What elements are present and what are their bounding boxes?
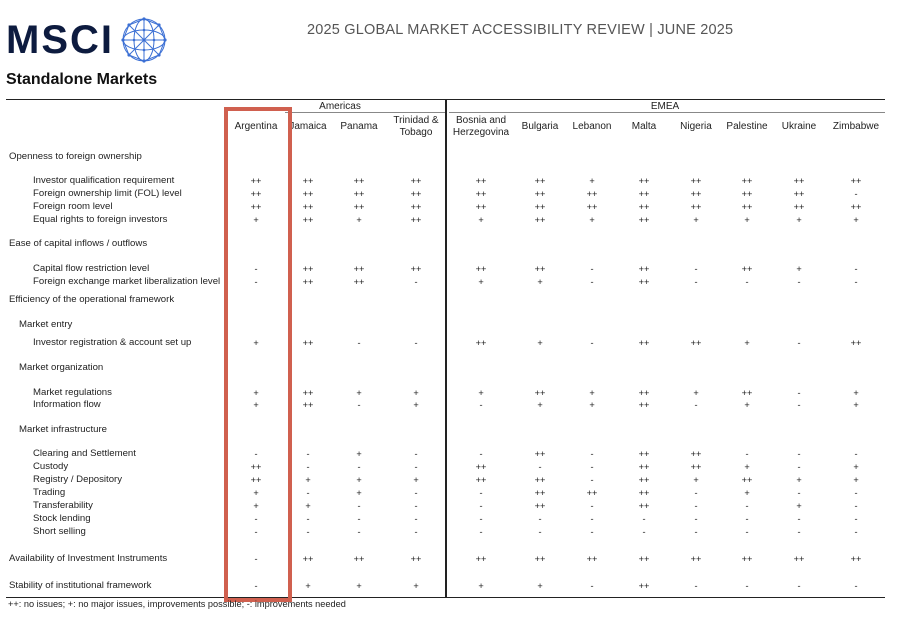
table-cell: - [479, 501, 483, 511]
table-cell: ++ [638, 475, 650, 485]
table-cell: - [854, 581, 858, 591]
table-cell: + [356, 581, 362, 591]
table-cell: ++ [475, 189, 487, 199]
table-cell: ++ [850, 202, 862, 212]
table-cell: - [590, 581, 594, 591]
table-cell: - [694, 400, 698, 410]
table-cell: ++ [250, 202, 262, 212]
row-label-item: Capital flow restriction level [33, 263, 150, 274]
table-cell: - [590, 462, 594, 472]
table-cell: ++ [302, 264, 314, 274]
table-cell: + [796, 264, 802, 274]
table-cell: - [745, 514, 749, 524]
column-header-bosnia-and-herzegovina: Bosnia and Herzegovina [452, 115, 510, 138]
table-cell: + [693, 215, 699, 225]
table-cell: ++ [410, 554, 422, 564]
table-cell: ++ [638, 462, 650, 472]
legend-footnote: ++: no issues; +: no major issues, improvements possible; -: improvements needed [8, 599, 346, 609]
table-cell: ++ [475, 176, 487, 186]
table-cell: + [796, 475, 802, 485]
table-cell: ++ [353, 202, 365, 212]
row-label-item: Market regulations [33, 387, 112, 398]
table-cell: - [745, 527, 749, 537]
table-cell: ++ [690, 189, 702, 199]
table-cell: + [589, 400, 595, 410]
table-cell: - [590, 475, 594, 485]
table-cell: ++ [250, 189, 262, 199]
table-cell: - [797, 449, 801, 459]
table-cell: - [854, 189, 858, 199]
table-cell: ++ [534, 475, 546, 485]
table-cell: - [306, 449, 310, 459]
row-label-item: Trading [33, 487, 66, 498]
table-cell: - [479, 488, 483, 498]
table-cell: + [253, 400, 259, 410]
table-cell: - [414, 514, 418, 524]
table-cell: ++ [410, 264, 422, 274]
table-cell: ++ [690, 202, 702, 212]
table-cell: - [414, 462, 418, 472]
table-cell: - [590, 264, 594, 274]
table-cell: - [254, 264, 258, 274]
region-americas: Americas [319, 101, 361, 112]
column-header-ukraine: Ukraine [781, 121, 817, 132]
table-cell: - [590, 514, 594, 524]
table-cell: + [744, 338, 750, 348]
column-header-trinidad-tobago: Trinidad & Tobago [393, 115, 439, 138]
table-cell: ++ [638, 488, 650, 498]
table-cell: ++ [690, 554, 702, 564]
table-cell: ++ [534, 264, 546, 274]
row-label-subsection: Market entry [19, 319, 73, 330]
table-cell: + [744, 462, 750, 472]
column-header-bulgaria: Bulgaria [521, 121, 559, 132]
table-cell: ++ [250, 475, 262, 485]
table-cell: - [538, 527, 542, 537]
table-cell: ++ [302, 400, 314, 410]
table-cell: ++ [534, 554, 546, 564]
table-cell: - [797, 488, 801, 498]
table-cell: ++ [690, 449, 702, 459]
table-cell: + [853, 462, 859, 472]
table-cell: ++ [353, 176, 365, 186]
table-cell: ++ [302, 215, 314, 225]
table-cell: ++ [353, 189, 365, 199]
table-cell: + [853, 475, 859, 485]
table-cell: ++ [793, 176, 805, 186]
region-rule-emea [449, 112, 885, 113]
table-cell: + [305, 501, 311, 511]
table-cell: ++ [302, 189, 314, 199]
table-cell: ++ [638, 388, 650, 398]
table-cell: + [305, 475, 311, 485]
table-cell: + [537, 277, 543, 287]
table-cell: ++ [638, 338, 650, 348]
table-cell: - [254, 514, 258, 524]
table-cell: ++ [690, 176, 702, 186]
table-cell: - [357, 501, 361, 511]
table-cell: - [694, 488, 698, 498]
table-cell: ++ [410, 202, 422, 212]
table-cell: ++ [534, 176, 546, 186]
column-header-jamaica: Jamaica [289, 121, 327, 132]
table-cell: ++ [302, 202, 314, 212]
table-cell: - [254, 527, 258, 537]
row-label-item: Clearing and Settlement [33, 448, 136, 459]
table-cell: - [745, 581, 749, 591]
table-cell: + [413, 475, 419, 485]
table-cell: ++ [638, 202, 650, 212]
table-cell: ++ [638, 581, 650, 591]
column-header-panama: Panama [340, 121, 378, 132]
table-cell: + [796, 501, 802, 511]
table-cell: + [744, 488, 750, 498]
table-cell: ++ [534, 501, 546, 511]
table-cell: - [254, 449, 258, 459]
column-header-argentina: Argentina [234, 121, 278, 132]
table-cell: - [797, 462, 801, 472]
document-title: 2025 GLOBAL MARKET ACCESSIBILITY REVIEW | JUNE 2025 [307, 22, 734, 38]
page-subtitle: Standalone Markets [6, 71, 158, 88]
table-cell: + [693, 388, 699, 398]
table-cell: ++ [534, 215, 546, 225]
row-label-item: Foreign exchange market liberalization level [33, 276, 221, 287]
table-cell: ++ [302, 388, 314, 398]
table-cell: + [853, 215, 859, 225]
row-label-section-item: Stability of institutional framework [9, 580, 152, 591]
table-cell: + [478, 277, 484, 287]
row-label-section: Openness to foreign ownership [9, 151, 142, 162]
msci-logo [6, 16, 168, 64]
table-cell: + [413, 388, 419, 398]
table-cell: ++ [410, 189, 422, 199]
table-cell: + [744, 215, 750, 225]
row-label-item: Short selling [33, 526, 86, 537]
table-cell: + [305, 581, 311, 591]
table-cell: ++ [534, 202, 546, 212]
table-cell: ++ [534, 388, 546, 398]
table-cell: + [537, 400, 543, 410]
table-cell: ++ [638, 215, 650, 225]
table-cell: - [797, 338, 801, 348]
row-label-item: Equal rights to foreign investors [33, 214, 168, 225]
table-cell: ++ [353, 277, 365, 287]
row-label-item: Transferability [33, 500, 93, 511]
table-cell: - [590, 277, 594, 287]
table-cell: - [357, 338, 361, 348]
table-cell: + [589, 215, 595, 225]
table-cell: ++ [534, 449, 546, 459]
table-cell: ++ [534, 488, 546, 498]
table-cell: ++ [638, 189, 650, 199]
row-label-section: Ease of capital inflows / outflows [9, 238, 148, 249]
table-cell: ++ [638, 554, 650, 564]
table-cell: + [356, 388, 362, 398]
table-cell: - [797, 527, 801, 537]
table-cell: - [306, 462, 310, 472]
row-label-item: Stock lending [33, 513, 91, 524]
table-cell: + [253, 501, 259, 511]
table-cell: + [253, 215, 259, 225]
table-cell: ++ [741, 475, 753, 485]
table-cell: - [642, 527, 646, 537]
table-cell: + [853, 388, 859, 398]
table-cell: - [254, 554, 258, 564]
table-cell: ++ [475, 475, 487, 485]
table-cell: + [356, 475, 362, 485]
logo-wordmark: MSCI [6, 18, 114, 62]
table-cell: + [589, 176, 595, 186]
table-cell: ++ [475, 462, 487, 472]
column-header-palestine: Palestine [726, 121, 768, 132]
table-cell: + [253, 488, 259, 498]
table-cell: - [745, 501, 749, 511]
row-label-item: Investor registration & account set up [33, 337, 192, 348]
table-cell: ++ [475, 554, 487, 564]
table-cell: ++ [302, 338, 314, 348]
table-cell: ++ [741, 264, 753, 274]
table-cell: - [797, 581, 801, 591]
table-cell: + [478, 581, 484, 591]
column-header-nigeria: Nigeria [680, 121, 712, 132]
table-cell: + [413, 400, 419, 410]
table-cell: ++ [690, 338, 702, 348]
table-cell: ++ [302, 277, 314, 287]
table-cell: + [253, 388, 259, 398]
table-cell: ++ [353, 554, 365, 564]
row-label-item: Information flow [33, 399, 101, 410]
table-cell: ++ [353, 264, 365, 274]
table-cell: ++ [475, 338, 487, 348]
table-cell: - [590, 527, 594, 537]
table-cell: ++ [793, 202, 805, 212]
table-cell: ++ [850, 176, 862, 186]
table-cell: - [254, 581, 258, 591]
table-cell: ++ [302, 176, 314, 186]
table-cell: ++ [410, 215, 422, 225]
table-cell: ++ [586, 202, 598, 212]
table-cell: - [306, 488, 310, 498]
table-cell: - [414, 501, 418, 511]
table-cell: - [745, 449, 749, 459]
table-cell: - [854, 277, 858, 287]
table-cell: + [589, 388, 595, 398]
table-cell: - [357, 462, 361, 472]
column-header-zimbabwe: Zimbabwe [832, 121, 880, 132]
table-cell: - [694, 277, 698, 287]
table-cell: - [590, 338, 594, 348]
column-header-malta: Malta [631, 121, 657, 132]
table-cell: ++ [250, 176, 262, 186]
table-cell: ++ [586, 488, 598, 498]
table-cell: ++ [638, 277, 650, 287]
table-cell: + [853, 400, 859, 410]
row-label-subsection: Market infrastructure [19, 424, 107, 435]
table-cell: + [796, 215, 802, 225]
argentina-highlight-box [224, 107, 292, 602]
row-label-item: Registry / Depository [33, 474, 123, 485]
column-header-lebanon: Lebanon [572, 121, 612, 132]
table-cell: - [854, 501, 858, 511]
table-cell: - [414, 488, 418, 498]
table-cell: - [254, 277, 258, 287]
table-cell: - [854, 527, 858, 537]
table-cell: ++ [638, 400, 650, 410]
table-cell: + [356, 215, 362, 225]
table-cell: - [745, 277, 749, 287]
table-cell: + [537, 581, 543, 591]
table-cell: + [693, 475, 699, 485]
table-cell: - [414, 338, 418, 348]
table-cell: - [479, 449, 483, 459]
table-cell: - [694, 264, 698, 274]
table-cell: ++ [741, 189, 753, 199]
table-cell: ++ [793, 554, 805, 564]
table-cell: - [854, 449, 858, 459]
table-cell: ++ [534, 189, 546, 199]
region-emea: EMEA [650, 101, 680, 112]
table-cell: + [356, 488, 362, 498]
table-cell: - [479, 514, 483, 524]
table-cell: - [306, 527, 310, 537]
table-cell: - [797, 514, 801, 524]
table-cell: - [694, 581, 698, 591]
table-cell: ++ [638, 264, 650, 274]
table-cell: + [537, 338, 543, 348]
table-cell: - [357, 514, 361, 524]
row-label-section: Efficiency of the operational framework [9, 294, 175, 305]
table-cell: ++ [690, 462, 702, 472]
table-cell: - [854, 264, 858, 274]
region-rule-americas [285, 112, 445, 113]
row-label-item: Investor qualification requirement [33, 175, 175, 186]
table-cell: + [478, 388, 484, 398]
table-cell: ++ [302, 554, 314, 564]
row-label-subsection: Market organization [19, 362, 104, 373]
table-cell: - [854, 488, 858, 498]
table-cell: - [797, 277, 801, 287]
table-cell: ++ [850, 338, 862, 348]
table-cell: + [478, 215, 484, 225]
table-cell: + [744, 400, 750, 410]
table-bottom-rule [6, 597, 885, 598]
table-cell: - [797, 400, 801, 410]
table-cell: - [414, 449, 418, 459]
table-cell: - [479, 400, 483, 410]
table-cell: - [414, 277, 418, 287]
table-cell: ++ [741, 202, 753, 212]
table-cell: - [694, 501, 698, 511]
table-cell: + [413, 581, 419, 591]
table-cell: - [797, 388, 801, 398]
table-cell: ++ [741, 388, 753, 398]
table-cell: ++ [638, 449, 650, 459]
table-cell: - [694, 527, 698, 537]
table-cell: - [414, 527, 418, 537]
table-cell: ++ [638, 176, 650, 186]
table-cell: ++ [741, 176, 753, 186]
table-cell: ++ [250, 462, 262, 472]
table-cell: - [357, 400, 361, 410]
table-cell: ++ [741, 554, 753, 564]
table-cell: - [590, 501, 594, 511]
table-cell: ++ [850, 554, 862, 564]
table-cell: - [538, 514, 542, 524]
table-cell: - [854, 514, 858, 524]
row-label-item: Foreign room level [33, 201, 113, 212]
table-cell: - [694, 514, 698, 524]
table-cell: ++ [475, 264, 487, 274]
table-cell: + [253, 338, 259, 348]
globe-icon [120, 16, 168, 64]
table-cell: ++ [793, 189, 805, 199]
table-cell: + [356, 449, 362, 459]
table-cell: - [642, 514, 646, 524]
table-cell: - [479, 527, 483, 537]
row-label-item: Custody [33, 461, 69, 472]
table-cell: ++ [586, 554, 598, 564]
table-cell: ++ [638, 501, 650, 511]
table-cell: - [538, 462, 542, 472]
row-label-item: Foreign ownership limit (FOL) level [33, 188, 182, 199]
table-cell: - [357, 527, 361, 537]
row-label-section-item: Availability of Investment Instruments [9, 553, 168, 564]
table-cell: ++ [586, 189, 598, 199]
table-cell: - [590, 449, 594, 459]
table-cell: - [306, 514, 310, 524]
region-divider [445, 99, 447, 597]
table-cell: ++ [410, 176, 422, 186]
table-cell: ++ [475, 202, 487, 212]
